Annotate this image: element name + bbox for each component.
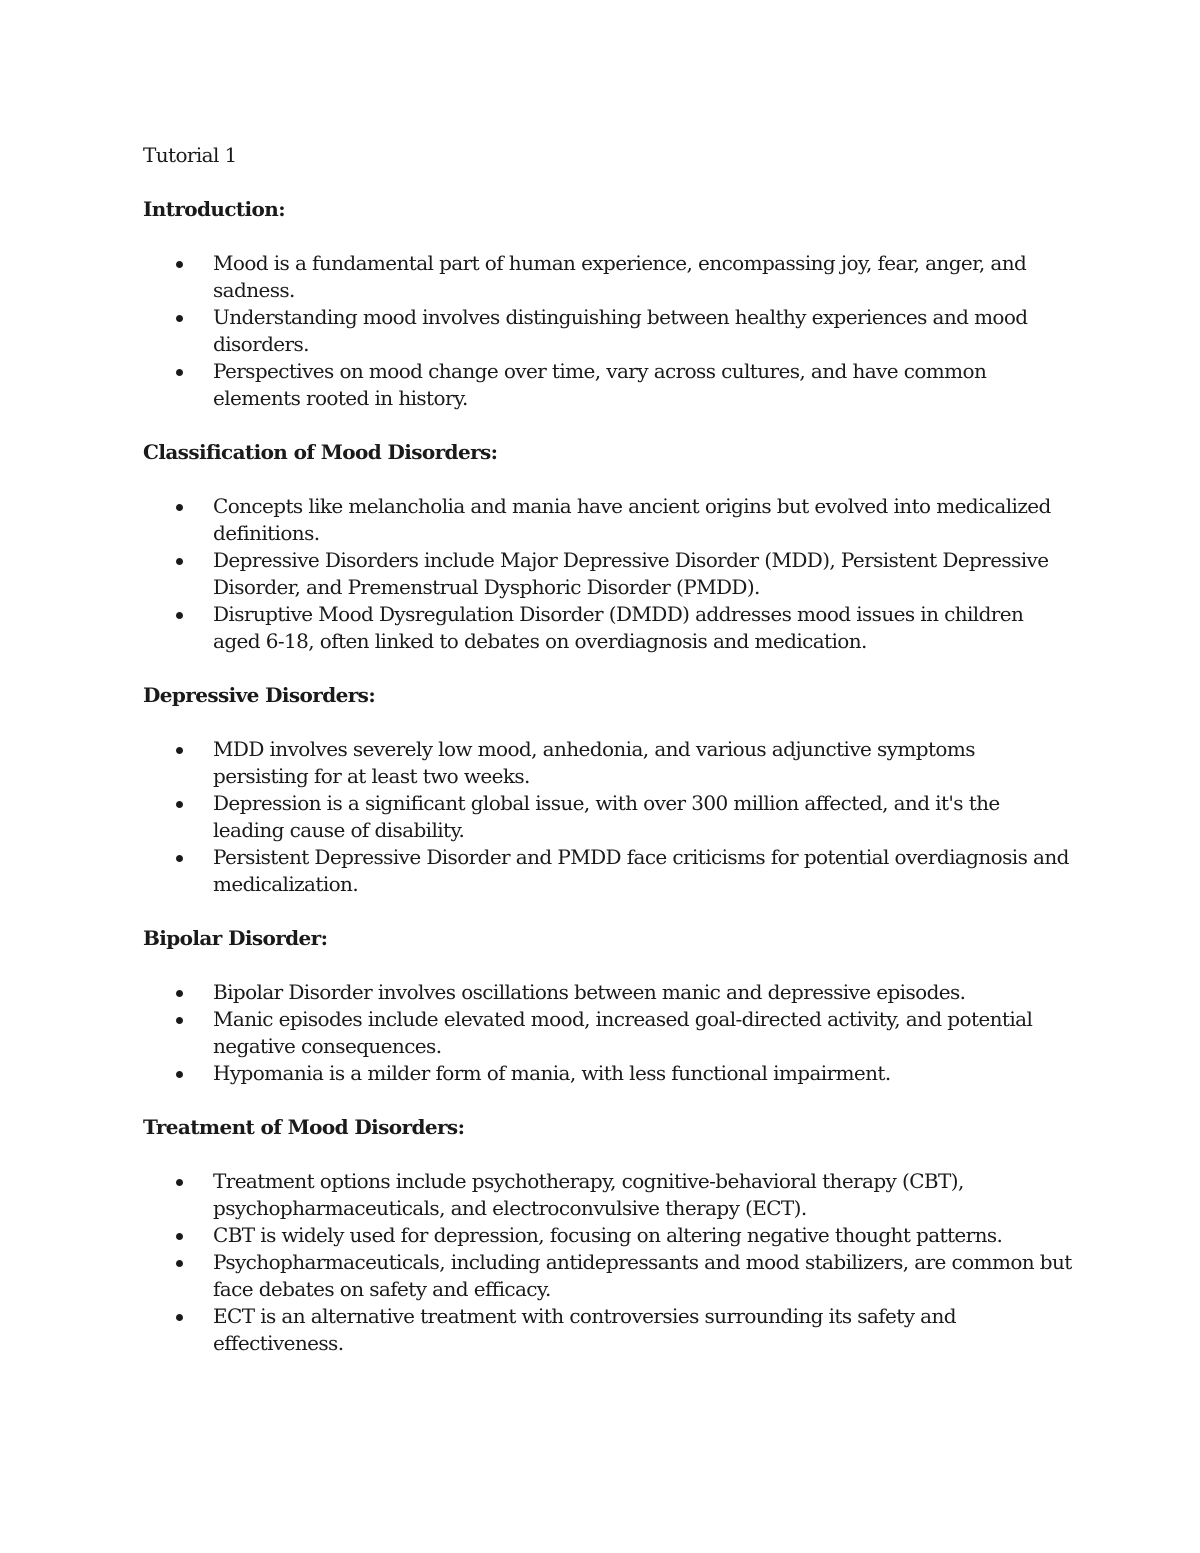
bullet-icon bbox=[176, 1260, 183, 1267]
list-item bbox=[143, 979, 1073, 1006]
bullet-list bbox=[143, 736, 1073, 898]
list-item-text: Disruptive Mood Dysregulation Disorder (DMDD) addresses mood issues in children aged 6-18, often linked to debates on overdiagnosis and medication. bbox=[213, 602, 1024, 653]
list-item bbox=[143, 358, 1073, 412]
list-item bbox=[143, 547, 1073, 601]
list-item-text: Manic episodes include elevated mood, increased goal-directed activity, and potential negative consequences. bbox=[213, 1007, 1033, 1058]
bullet-icon bbox=[176, 855, 183, 862]
bullet-icon bbox=[176, 1179, 183, 1186]
list-item bbox=[143, 1303, 1073, 1357]
bullet-icon bbox=[176, 369, 183, 376]
document-page bbox=[143, 142, 1073, 1384]
list-item bbox=[143, 250, 1073, 304]
bullet-icon bbox=[176, 747, 183, 754]
bullet-icon bbox=[176, 504, 183, 511]
bullet-icon bbox=[176, 801, 183, 808]
bullet-icon bbox=[176, 261, 183, 268]
bullet-list bbox=[143, 1168, 1073, 1357]
section bbox=[143, 925, 1073, 1087]
list-item-text: Treatment options include psychotherapy, cognitive-behavioral therapy (CBT), psychopharmaceuticals, and electroconvulsive therapy (ECT). bbox=[213, 1169, 964, 1220]
section bbox=[143, 1114, 1073, 1357]
bullet-icon bbox=[176, 1017, 183, 1024]
list-item-text: Perspectives on mood change over time, vary across cultures, and have common elements rooted in history. bbox=[213, 359, 987, 410]
bullet-list bbox=[143, 250, 1073, 412]
bullet-list bbox=[143, 979, 1073, 1087]
list-item bbox=[143, 1249, 1073, 1303]
section bbox=[143, 682, 1073, 898]
list-item bbox=[143, 1222, 1073, 1249]
list-item-text: Hypomania is a milder form of mania, with less functional impairment. bbox=[213, 1061, 891, 1085]
list-item bbox=[143, 1060, 1073, 1087]
list-item-text: Depression is a significant global issue, with over 300 million affected, and it's the leading cause of disability. bbox=[213, 791, 1000, 842]
list-item bbox=[143, 844, 1073, 898]
list-item bbox=[143, 790, 1073, 844]
bullet-icon bbox=[176, 990, 183, 997]
bullet-icon bbox=[176, 1071, 183, 1078]
list-item-text: Psychopharmaceuticals, including antidepressants and mood stabilizers, are common but face debates on safety and efficacy. bbox=[213, 1250, 1072, 1301]
bullet-icon bbox=[176, 558, 183, 565]
list-item bbox=[143, 601, 1073, 655]
section-heading: Treatment of Mood Disorders: bbox=[143, 1115, 465, 1139]
list-item-text: Mood is a fundamental part of human experience, encompassing joy, fear, anger, and sadness. bbox=[213, 251, 1027, 302]
list-item-text: CBT is widely used for depression, focusing on altering negative thought patterns. bbox=[213, 1223, 1003, 1247]
bullet-list bbox=[143, 493, 1073, 655]
list-item bbox=[143, 304, 1073, 358]
list-item-text: ECT is an alternative treatment with controversies surrounding its safety and effectiveness. bbox=[213, 1304, 956, 1355]
list-item bbox=[143, 1168, 1073, 1222]
list-item bbox=[143, 736, 1073, 790]
list-item-text: MDD involves severely low mood, anhedonia, and various adjunctive symptoms persisting for at least two weeks. bbox=[213, 737, 975, 788]
list-item-text: Bipolar Disorder involves oscillations between manic and depressive episodes. bbox=[213, 980, 966, 1004]
list-item bbox=[143, 493, 1073, 547]
list-item bbox=[143, 1006, 1073, 1060]
section-heading: Bipolar Disorder: bbox=[143, 926, 328, 950]
bullet-icon bbox=[176, 612, 183, 619]
section bbox=[143, 439, 1073, 655]
list-item-text: Concepts like melancholia and mania have ancient origins but evolved into medicalized definitions. bbox=[213, 494, 1051, 545]
sections-container bbox=[143, 196, 1073, 1357]
bullet-icon bbox=[176, 315, 183, 322]
list-item-text: Persistent Depressive Disorder and PMDD face criticisms for potential overdiagnosis and medicalization. bbox=[213, 845, 1069, 896]
document-title: Tutorial 1 bbox=[143, 143, 237, 167]
section-heading: Classification of Mood Disorders: bbox=[143, 440, 498, 464]
list-item-text: Understanding mood involves distinguishing between healthy experiences and mood disorders. bbox=[213, 305, 1028, 356]
bullet-icon bbox=[176, 1233, 183, 1240]
section-heading: Depressive Disorders: bbox=[143, 683, 376, 707]
list-item-text: Depressive Disorders include Major Depressive Disorder (MDD), Persistent Depressive Disorder, and Premenstrual Dysphoric Disorder (PMDD). bbox=[213, 548, 1049, 599]
bullet-icon bbox=[176, 1314, 183, 1321]
section-heading: Introduction: bbox=[143, 197, 286, 221]
section bbox=[143, 196, 1073, 412]
